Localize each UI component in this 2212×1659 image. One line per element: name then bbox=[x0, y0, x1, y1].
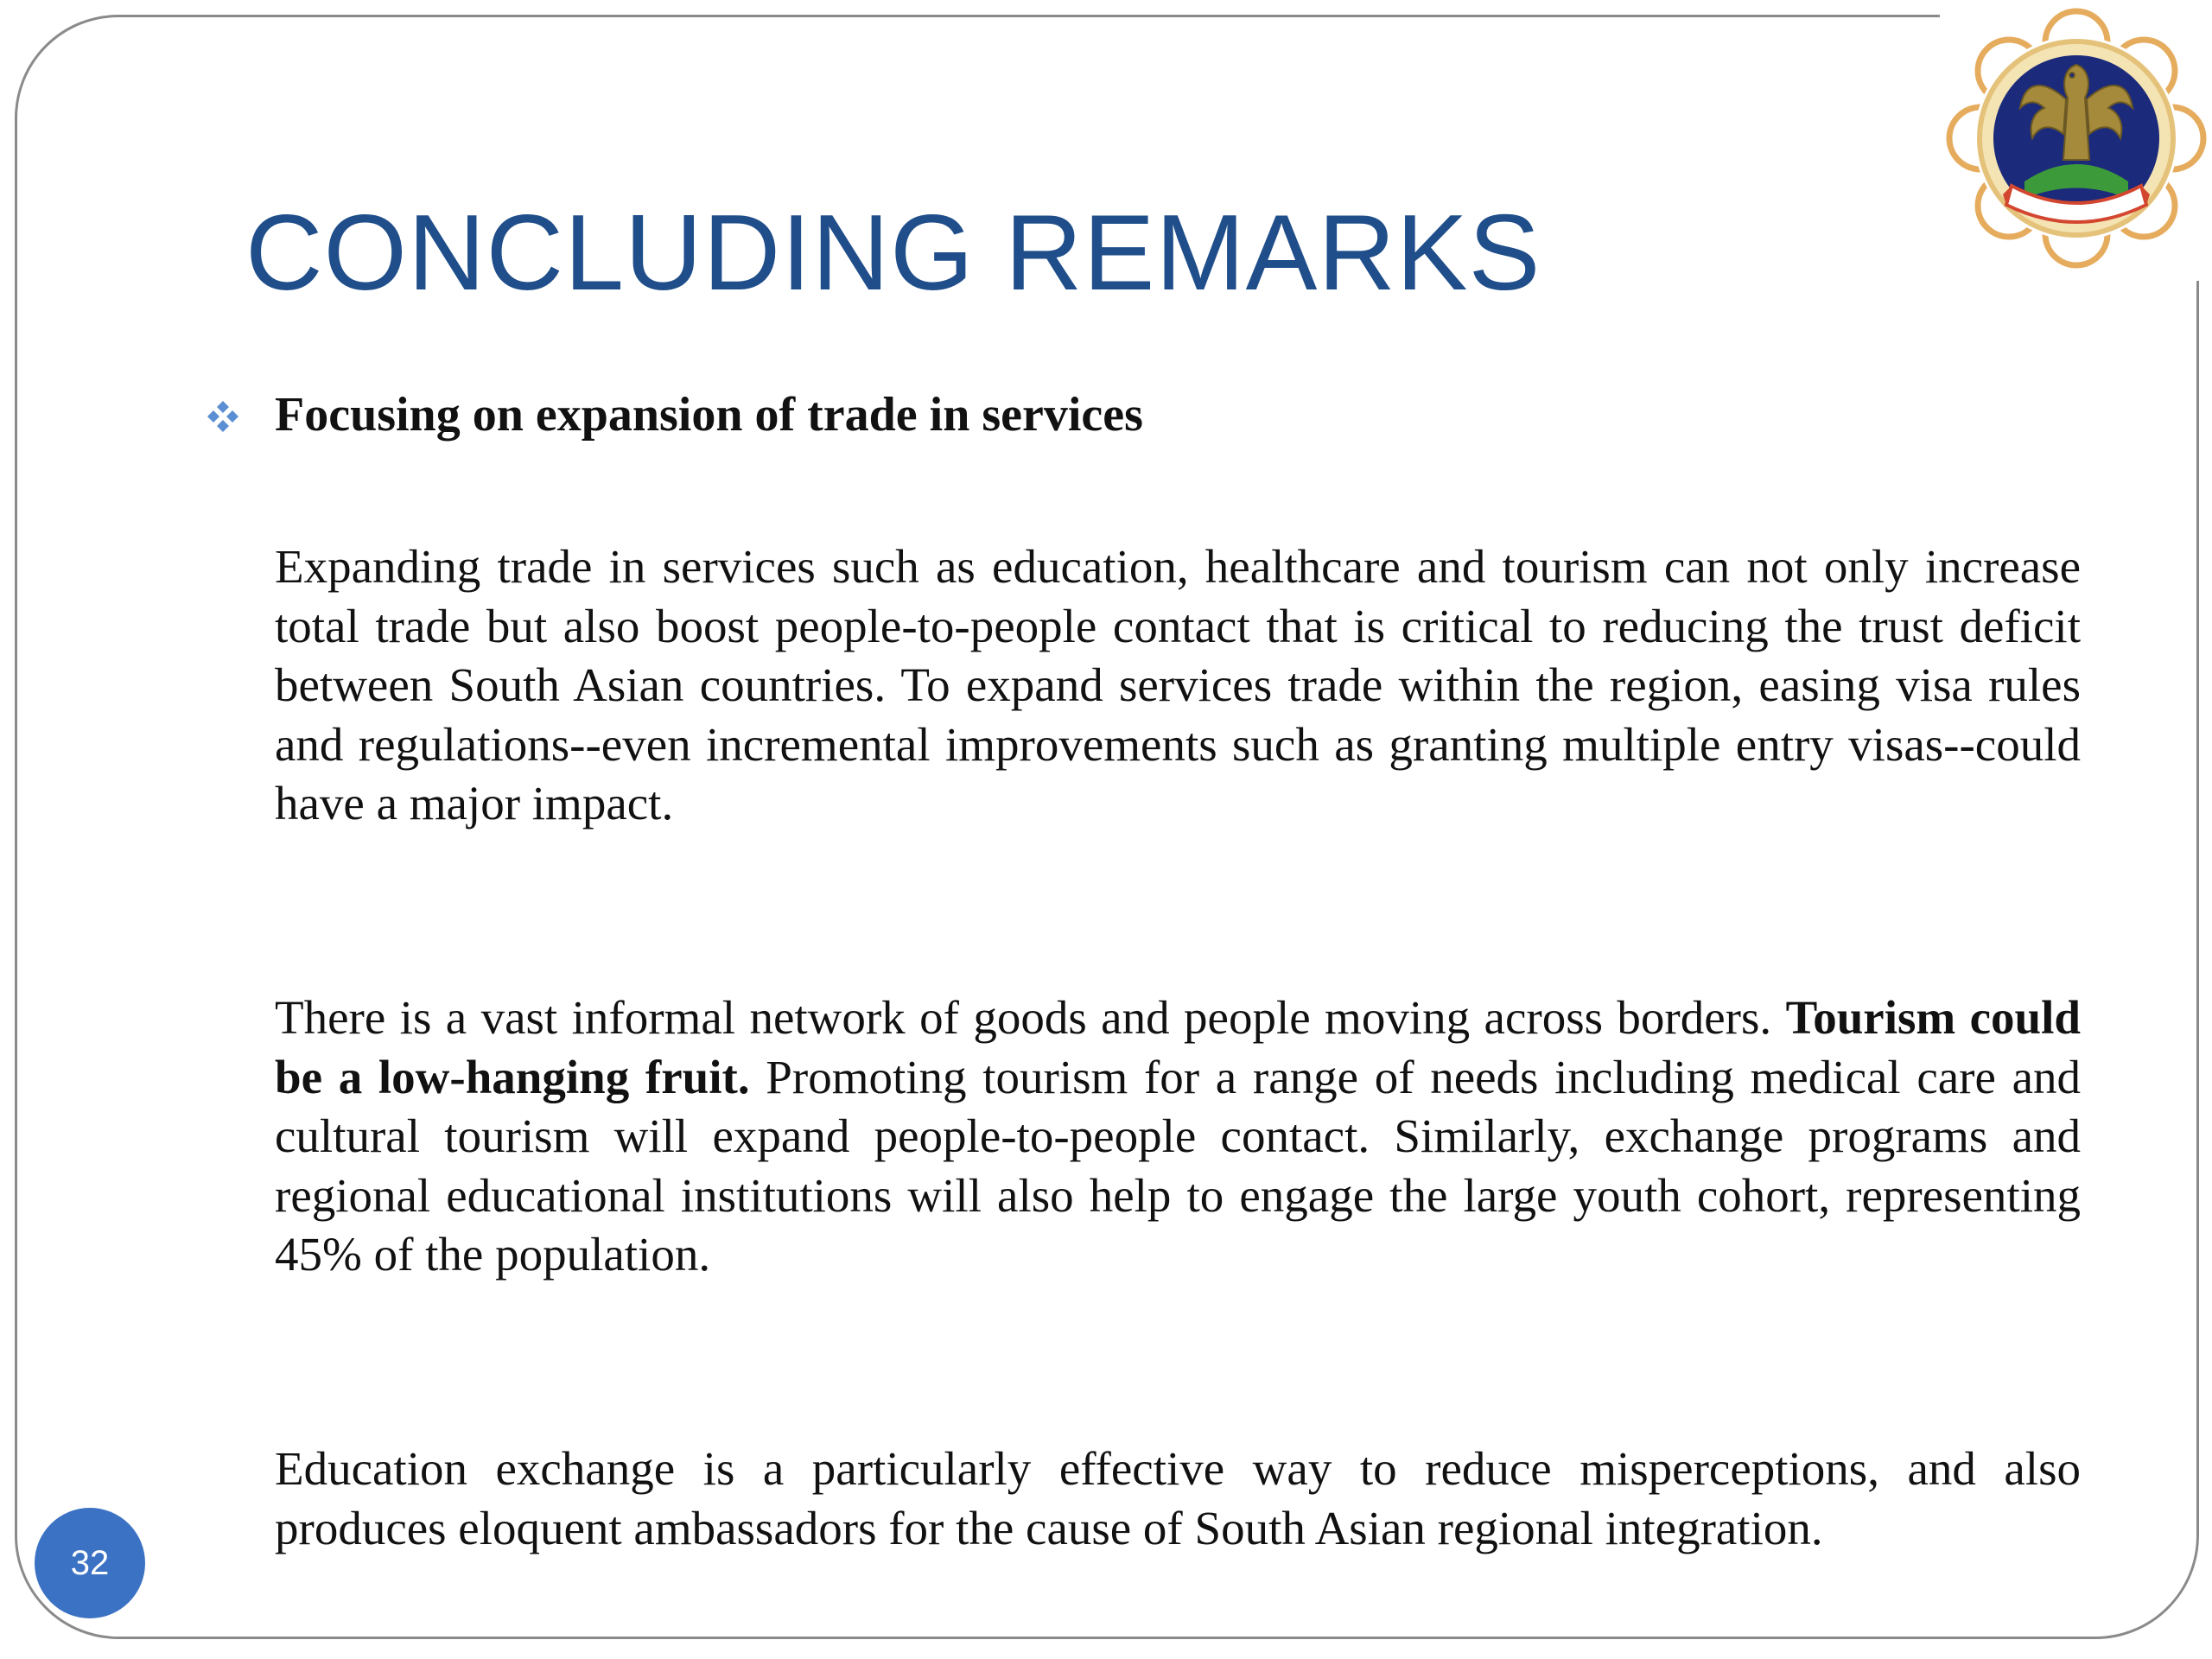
slide-title: CONCLUDING REMARKS bbox=[245, 194, 1541, 313]
four-diamond-bullet-icon bbox=[206, 399, 240, 434]
tourism-intro-text: There is a vast informal network of goods and people moving across borders. bbox=[275, 991, 1772, 1044]
bullet-heading: Focusing on expansion of trade in services bbox=[275, 388, 1143, 442]
paragraph-services-trade: Expanding trade in services such as education, healthcare and tourism can not only increase total trade but also boost people-to-people contact that is critical to reducing the trust deficit between South Asian countries. To expand services trade within the region, easing visa rules and regulations--even incremental improvements such as granting multiple entry visas--could have a major impact. bbox=[275, 540, 2081, 830]
paragraph-tourism bbox=[275, 988, 2081, 1285]
paragraph-education-exchange: Education exchange is a particularly effective way to reduce misperceptions, and also produces eloquent ambassadors for the cause of South Asian regional integration. bbox=[275, 1442, 2081, 1554]
page-number-badge: 32 bbox=[35, 1508, 145, 1618]
bullet-item bbox=[206, 380, 1761, 449]
tourism-detail-text: Promoting tourism for a range of needs including medical care and cultural tourism will expand people-to-people contact. Similarly, exchange programs and regional educational institutions will also help to engage the large youth cohort, representing 45% of the population. bbox=[275, 1050, 2082, 1281]
tourism-highlight-text: Tourism could be a low-hanging fruit. bbox=[275, 991, 2081, 1103]
institute-emblem-icon bbox=[1942, 4, 2210, 272]
